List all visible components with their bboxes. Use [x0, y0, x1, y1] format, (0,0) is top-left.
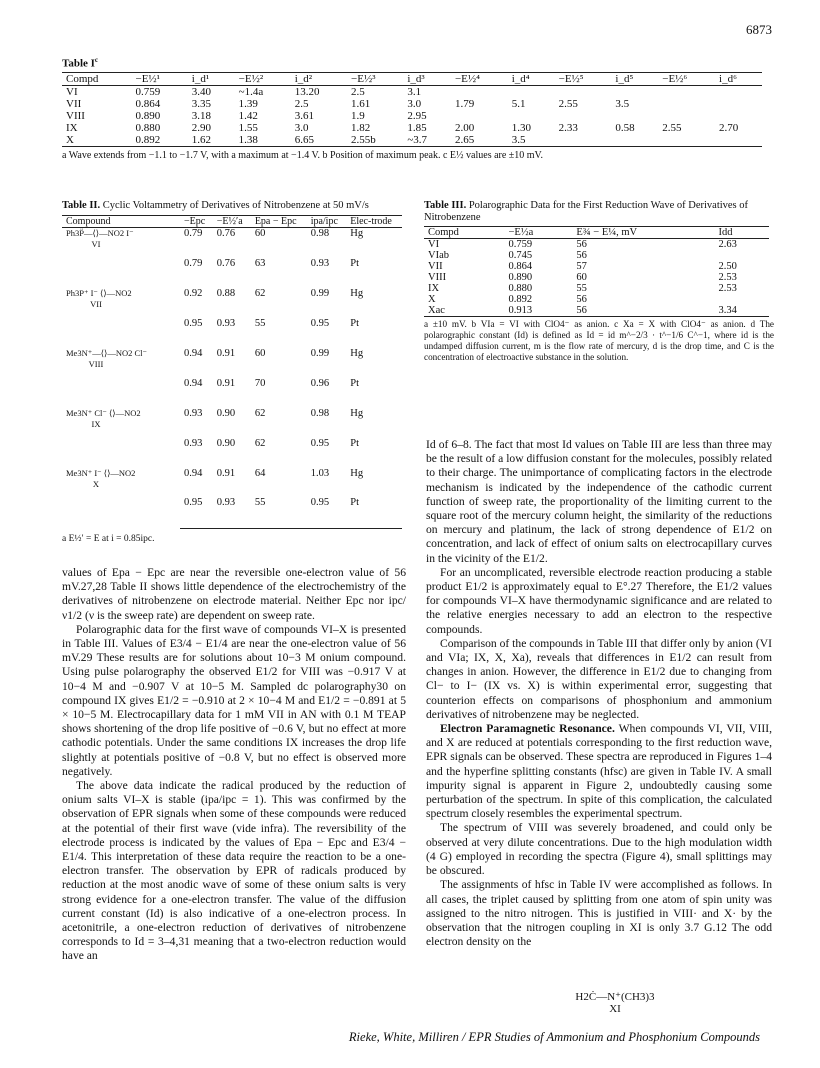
table-cell: 2.53: [718, 283, 737, 294]
table-cell: Hg: [350, 228, 364, 239]
table-2-footnote: a E½′ = E at i = 0.85ipc.: [62, 533, 155, 544]
table-1-header: i_d³: [403, 72, 451, 85]
table-cell: X: [428, 294, 436, 305]
compound-structure: [62, 468, 180, 528]
table-1-title-sup: c: [94, 56, 99, 64]
right-column-text: [426, 438, 772, 949]
table-cell: 2.90: [191, 121, 212, 134]
table-1-header: −E½²: [235, 72, 291, 85]
table-cell: 1.79: [454, 97, 475, 110]
paragraph: The above data indicate the radical produced by the reduction of onium salts VI–X is stable (ipa/ipc = 1). This was confirmed by the observation of EPR signals when some of these compounds were reduced at the potential of their first wave (vide infra). The reversibility of the electrode process is indicated by the values of Epa − Epc and E3/4 − E1/4. This interpretation of these data require the reaction to be a one-electron transfer. The observation by EPR of radicals produced by reduction at the most anodic wave of some of these onium salts is very strong evidence for a one-electron transfer. The value of the diffusion current constant (Id) is also indicative of a one-electron process. In acetonitrile, a one-electron reduction of derivatives of nitrobenzene corresponds to Id = 3–4,31 meaning that a two-electron reduction would have an: [62, 779, 406, 963]
table-cell: VII: [66, 97, 82, 110]
table-1-header: i_d²: [291, 72, 347, 85]
table-1-header: i_d⁵: [611, 72, 658, 85]
table-cell: VII: [428, 261, 443, 272]
table-3-caption: Polarographic Data for the First Reduction Wave of Derivatives of Nitrobenzene: [424, 200, 749, 223]
table-cell: 57: [576, 261, 587, 272]
table-cell: 56: [576, 250, 587, 261]
table-3: [424, 200, 774, 363]
table-cell: 62: [254, 288, 266, 299]
table-cell: 3.18: [191, 109, 212, 122]
table-2: [62, 200, 422, 546]
table-cell: [508, 110, 555, 122]
compound-formula: Me3N⁺—⟨⟩—NO2 Cl⁻: [66, 348, 148, 358]
table-cell: 0.93: [216, 318, 236, 329]
table-row: [62, 122, 762, 134]
table-cell: 0.759: [135, 85, 161, 98]
table-cell: IX: [66, 121, 78, 134]
table-row: [62, 110, 762, 122]
table-cell: [451, 110, 508, 122]
table-3-footnote: a ±10 mV. b VIa = VI with ClO4⁻ as anion. c Xa = X with ClO4⁻ as anion. d The polarographic constant (Id) is defined as Id = id m^−2/3 · t^−1/6 C^−1, where id is the undamped diffusion current, m is the flow rate of mercury, d is the drop time, and C is the concentration of electroactive substance in the solution.: [424, 319, 774, 362]
table-2-header: Compound: [62, 216, 180, 228]
table-cell: Pt: [346, 497, 402, 528]
table-cell: 0.79: [184, 258, 203, 270]
table-row: [424, 261, 769, 272]
table-cell: 0.99: [310, 348, 330, 359]
table-cell: 55: [576, 283, 587, 294]
table-cell: 0.95: [184, 318, 203, 329]
table-cell: 60: [254, 228, 266, 239]
table-cell: 0.94: [184, 378, 203, 389]
table-row: [62, 288, 402, 318]
table-cell: 2.55: [662, 121, 682, 134]
table-cell: 0.88: [216, 288, 236, 299]
table-1-header: Compd: [62, 72, 131, 85]
table-cell: [611, 85, 658, 98]
table-cell: 13.20: [294, 85, 320, 98]
table-cell: 1.61: [351, 97, 371, 110]
table-cell: 0.890: [508, 272, 533, 283]
table-cell: [555, 85, 612, 98]
paragraph: Comparison of the compounds in Table III that differ only by anion (VI and VIa; IX, X, Xa), reveals that differences in E1/2 can result from changes in anion. However, the difference in E1/2 due to changing from Cl− to I− (IX vs. X) is within experimental error, suggesting that counterion effects on comparisons of phosphonium and ammonium derivatives of nitrobenzene may be neglected.: [426, 636, 772, 721]
table-cell: 60: [576, 272, 587, 283]
compound-formula: Ph3P̈—⟨⟩—NO2 I⁻: [66, 228, 134, 238]
table-cell: 1.39: [238, 97, 258, 110]
table-cell: 2.53: [718, 272, 737, 283]
table-cell: 0.892: [508, 294, 533, 305]
table-cell: 0.93: [310, 258, 330, 270]
table-cell: 0.90: [216, 408, 236, 419]
table-cell: 0.79: [184, 228, 203, 239]
table-cell: 5.1: [511, 97, 526, 110]
table-row: [62, 468, 402, 497]
table-cell: 0.93: [184, 408, 203, 419]
table-cell: [714, 250, 769, 261]
table-cell: 0.58: [615, 121, 635, 134]
table-cell: 3.1: [407, 85, 422, 98]
paragraph: [426, 722, 772, 821]
table-cell: 2.63: [718, 239, 737, 250]
paragraph: The assignments of hfsc in Table IV were accomplished as follows. In all cases, the triplet caused by splitting from one atom of spin unity was assigned to the nitro nitrogen. This is justified in VIII· and X· by the observation that the nitrogen coupling in XI is only 3.7 G.12 The odd electron density on the: [426, 878, 772, 949]
table-cell: 3.5: [508, 134, 555, 147]
paragraph: Polarographic data for the first wave of compounds VI–X is presented in Table III. Values of E3/4 − E1/4 are near the one-electron value of 56 mV.29 These results are for solutions about 10−3 M onium compound. Using pulse polarography the observed E1/2 for VIII was −0.917 V at 10−4 M and −0.907 V at 10−5 M. Sampled dc polarography30 on compound IX gives E1/2 = −0.910 at 2 × 10−4 M and E1/2 = −0.891 at 5 × 10−5 M. Electrocapillary data for 1 mM VII in AN with 0.1 M TEAP shows shortening of the drop life positive of −0.6 V, but no effect at more cathodic potentials. Under the same conditions IX increases the drop life slightly at potentials positive of −0.8 V, but no effect is observed more negatively.: [62, 622, 406, 778]
table-cell: [714, 294, 769, 305]
table-2-grid: [62, 215, 402, 529]
table-cell: [715, 110, 762, 122]
table-cell: [611, 110, 658, 122]
table-cell: [715, 98, 762, 110]
table-cell: 0.93: [184, 438, 203, 449]
table-cell: 0.745: [508, 250, 533, 261]
table-row: [62, 98, 762, 110]
table-cell: 70: [254, 378, 266, 389]
table-1-header: i_d¹: [188, 72, 235, 85]
table-cell: 2.55b: [347, 134, 403, 147]
table-cell: 0.76: [216, 228, 236, 239]
table-cell: 0.94: [184, 348, 203, 359]
paragraph: For an uncomplicated, reversible electrode reaction producing a stable product E1/2 is approximately equal to E°.27 Therefore, the E1/2 values for compounds VI–X have thermodynamic significance and are related to the relative energies necessary to add an electron to the respective compounds.: [426, 565, 772, 636]
table-cell: 0.90: [216, 438, 236, 449]
table-cell: 3.40: [191, 85, 212, 98]
table-cell: 1.38: [235, 134, 291, 147]
table-1-title: Table I: [62, 57, 95, 70]
table-cell: 0.864: [135, 97, 161, 110]
table-cell: 0.91: [216, 348, 236, 359]
compound-label: X: [92, 479, 100, 489]
table-cell: 62: [254, 438, 266, 449]
table-1-header: −E½⁶: [658, 72, 715, 85]
table-cell: 63: [254, 258, 266, 270]
table-row: [62, 408, 402, 438]
structure-xi-label: XI: [609, 1003, 621, 1015]
table-cell: [658, 85, 715, 98]
table-cell: 56: [576, 294, 587, 305]
table-cell: [715, 85, 762, 98]
table-cell: 0.880: [508, 283, 533, 294]
table-1-header: −E½⁵: [555, 72, 612, 85]
table-cell: 6.65: [291, 134, 347, 147]
table-cell: 0.76: [216, 258, 236, 270]
table-1-header: i_d⁴: [508, 72, 555, 85]
table-cell: Hg: [350, 348, 364, 359]
table-cell: 0.96: [310, 378, 330, 389]
paragraph: values of Epa − Epc are near the reversible one-electron value of 56 mV.27,28 Table II shows little dependence of the electrochemistry of the derivatives of nitrobenzene on electrode material. Neither Epc nor ipc/ν1/2 (ν is the sweep rate) are dependent on sweep rate.: [62, 566, 406, 622]
table-cell: 56: [572, 305, 714, 317]
table-cell: [508, 85, 555, 98]
table-row: [62, 85, 762, 98]
table-cell: VI: [66, 85, 78, 98]
table-cell: [658, 98, 715, 110]
paragraph: The spectrum of VIII was severely broadened, and could only be observed at very dilute concentrations. Due to the high modulation width (4 G) employed in recording the spectra (Figure 4), small splittings may be obscured.: [426, 821, 772, 878]
compound-label: IX: [91, 419, 101, 429]
table-cell: Hg: [350, 288, 364, 299]
paragraph: Id of 6–8. The fact that most Id values on Table III are less than three may be the result of a low diffusion constant for the molecules, possibly related to their charge. The unimportance of complicating factors in the electrode mechanism is indicated by the independence of the cathodic current function of sweep rate, the proportionality of the limiting current to the square root of the mercury column height, the similarity of the reductions on mercury and platinum, the lack of strong dependence of E1/2 on concentration, and lack of effect of onium salts on electrocapillary curves in the vicinity of the E1/2.: [426, 438, 772, 565]
table-3-header: Compd: [424, 227, 504, 239]
compound-label: VII: [90, 299, 102, 309]
table-cell: 0.92: [184, 288, 203, 299]
table-row: [424, 283, 769, 294]
table-cell: 0.99: [310, 288, 330, 299]
table-cell: 0.880: [135, 121, 161, 134]
table-cell: 0.95: [180, 497, 213, 528]
table-cell: 3.35: [191, 97, 212, 110]
structure-xi-formula: H2Ċ—N⁺(CH3)3: [575, 991, 655, 1003]
table-row: [424, 272, 769, 283]
epr-text: When compounds VI, VII, VIII, and X are reduced at potentials corresponding to the first reduction wave, EPR signals can be observed. These spectra are reproduced in Figures 1–4 and the hyperfine splitting constants (hfsc) are given in Table IV. A small impurity signal is apparent in Figure 2, undoubtedly causing some perturbation of the spectrum. In spite of this complication, the calculated spectrum closely resembles the experimental spectrum.: [426, 722, 772, 821]
page-number: 6873: [746, 22, 772, 37]
compound-structure: [62, 348, 180, 408]
table-cell: 2.5: [294, 97, 309, 110]
compound-label: VI: [91, 239, 101, 249]
table-cell: 0.759: [508, 239, 533, 250]
table-cell: 2.70: [719, 121, 739, 134]
table-cell: 3.5: [615, 97, 630, 110]
table-cell: 0.91: [216, 378, 236, 389]
table-cell: 62: [254, 408, 266, 419]
table-cell: 0.890: [135, 109, 161, 122]
table-cell: 2.33: [558, 121, 578, 134]
compound-label: VIII: [88, 359, 104, 369]
table-cell: 3.34: [714, 305, 769, 317]
table-cell: 3.0: [294, 121, 309, 134]
table-cell: 0.892: [131, 134, 187, 147]
compound-formula: Ph3P⁺ I⁻ ⟨⟩—NO2: [66, 288, 132, 298]
table-2-caption: Cyclic Voltammetry of Derivatives of Nitrobenzene at 50 mV/s: [102, 200, 369, 211]
table-cell: [611, 134, 658, 147]
table-1: [62, 56, 762, 162]
table-cell: 1.03: [310, 468, 330, 479]
table-1-header: −E½⁴: [451, 72, 508, 85]
table-cell: 0.95: [310, 438, 330, 449]
table-cell: [451, 85, 508, 98]
table-cell: 1.62: [188, 134, 235, 147]
table-cell: 56: [576, 239, 587, 250]
table-cell: IX: [428, 283, 440, 294]
table-2-header: −Epc: [180, 216, 213, 228]
table-cell: 0.94: [184, 468, 203, 479]
table-cell: 0.95: [307, 497, 347, 528]
table-cell: 0.93: [213, 497, 251, 528]
table-3-title: Table III.: [424, 200, 467, 211]
table-row: [62, 348, 402, 378]
table-1-header: −E½³: [347, 72, 403, 85]
table-cell: 55: [251, 497, 307, 528]
table-cell: Hg: [350, 408, 364, 419]
compound-structure: [62, 228, 180, 289]
table-cell: 0.913: [504, 305, 572, 317]
table-cell: 2.50: [718, 261, 737, 272]
table-cell: 3.0: [407, 97, 422, 110]
table-cell: 64: [254, 468, 266, 479]
table-cell: 1.55: [238, 121, 258, 134]
table-cell: [715, 134, 762, 147]
table-cell: ~3.7: [403, 134, 451, 147]
table-cell: 0.95: [310, 318, 330, 329]
table-cell: Pt: [350, 378, 359, 389]
table-cell: [555, 134, 612, 147]
table-cell: 0.864: [508, 261, 533, 272]
table-2-header: ipa/ipc: [307, 216, 347, 228]
table-3-header: Idd: [714, 227, 769, 239]
table-cell: 1.82: [351, 121, 371, 134]
table-row: [424, 305, 769, 317]
table-cell: VI: [428, 239, 440, 250]
table-1-footnote: a Wave extends from −1.1 to −1.7 V, with a maximum at −1.4 V. b Position of maximum peak. c E½ values are ±10 mV.: [62, 149, 543, 161]
table-cell: VIab: [428, 250, 449, 261]
table-3-header: E¾ − E¼, mV: [572, 227, 714, 239]
table-cell: 1.85: [407, 121, 427, 134]
table-cell: Xac: [424, 305, 504, 317]
table-2-header: Epa − Epc: [251, 216, 307, 228]
table-2-header: Elec-trode: [346, 216, 402, 228]
table-cell: 0.98: [310, 228, 330, 239]
table-3-header: −E½a: [504, 227, 572, 239]
table-1-header: i_d⁶: [715, 72, 762, 85]
table-cell: 0.91: [216, 468, 236, 479]
page-footer: Rieke, White, Milliren / EPR Studies of Ammonium and Phosphonium Compounds: [348, 1030, 760, 1044]
table-cell: VIII: [66, 109, 85, 122]
table-row: [62, 228, 402, 259]
epr-heading: Electron Paramagnetic Resonance.: [440, 722, 615, 736]
table-2-header: −E½′a: [213, 216, 251, 228]
table-row: [424, 294, 769, 305]
table-row: [62, 134, 762, 147]
table-cell: X: [62, 134, 131, 147]
table-1-grid: [62, 72, 762, 147]
table-cell: 60: [254, 348, 266, 359]
table-row: [424, 239, 769, 251]
table-cell: 1.9: [351, 109, 365, 122]
compound-structure: [62, 408, 180, 468]
table-cell: Pt: [350, 258, 359, 270]
table-cell: 2.65: [451, 134, 508, 147]
table-cell: Pt: [350, 438, 359, 449]
table-cell: Pt: [350, 318, 359, 329]
structure-xi: [560, 990, 670, 1015]
compound-formula: Me3N⁺ I⁻ ⟨⟩—NO2: [66, 468, 136, 478]
table-cell: 1.42: [238, 109, 258, 122]
compound-formula: Me3N⁺ Cl⁻ ⟨⟩—NO2: [66, 408, 141, 418]
table-cell: [658, 134, 715, 147]
table-1-header: −E½¹: [131, 72, 187, 85]
table-cell: 2.5: [351, 85, 365, 98]
compound-structure: [62, 288, 180, 348]
table-cell: [658, 110, 715, 122]
table-row: [424, 250, 769, 261]
table-cell: 2.55: [558, 97, 578, 110]
table-cell: ~1.4a: [238, 85, 264, 98]
table-2-title: Table II.: [62, 200, 101, 211]
table-cell: 3.61: [294, 109, 314, 122]
left-column-text: [62, 566, 406, 964]
table-cell: VIII: [428, 272, 447, 283]
table-cell: 2.95: [407, 109, 427, 122]
table-3-grid: [424, 226, 769, 317]
table-cell: 55: [254, 318, 266, 329]
table-cell: Hg: [350, 468, 364, 479]
table-cell: [555, 110, 612, 122]
table-cell: 0.98: [310, 408, 330, 419]
table-cell: 2.00: [454, 121, 475, 134]
table-cell: 1.30: [511, 121, 531, 134]
